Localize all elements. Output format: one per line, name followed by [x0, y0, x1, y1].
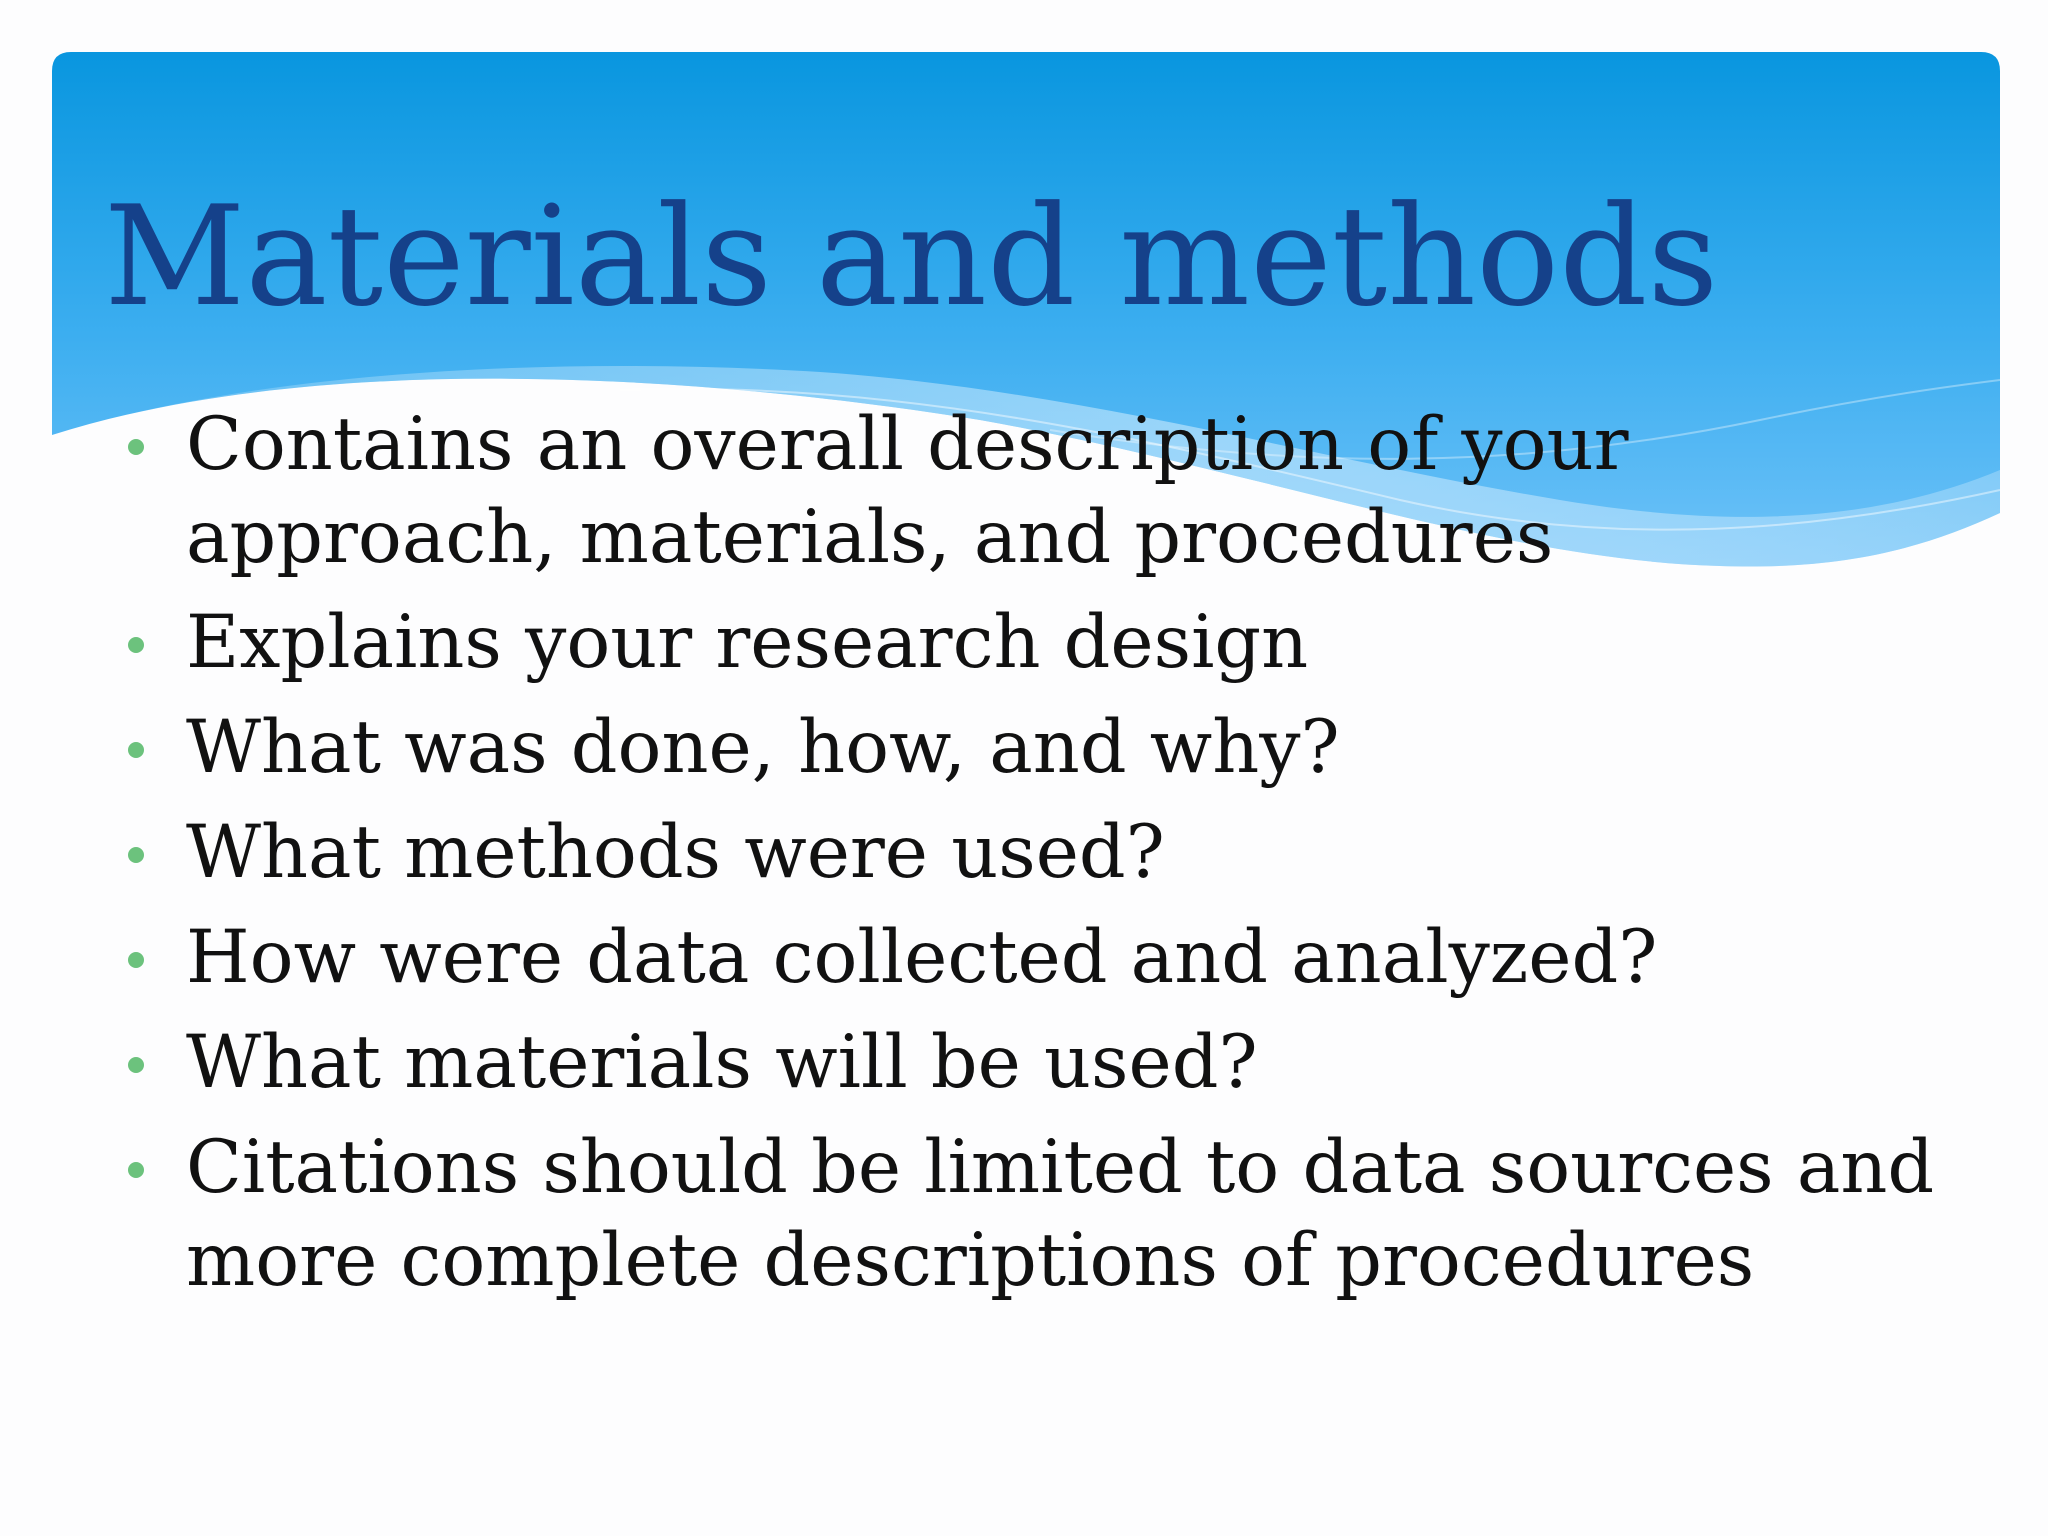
bullet-text: Contains an overall description of your approach, materials, and procedures — [186, 402, 1629, 580]
bullet-item — [118, 911, 2008, 1004]
bullet-dot-icon — [128, 637, 144, 653]
bullet-item — [118, 398, 2008, 584]
slide-title: Materials and methods — [104, 176, 1719, 337]
bullet-dot-icon — [128, 439, 144, 455]
bullet-text: What was done, how, and why? — [186, 705, 1340, 790]
bullet-dot-icon — [128, 1162, 144, 1178]
bullet-text: Citations should be limited to data sources and more complete descriptions of procedures — [186, 1125, 1935, 1303]
bullet-item — [118, 701, 2008, 794]
bullet-item — [118, 1121, 2008, 1307]
bullet-dot-icon — [128, 742, 144, 758]
bullet-text: What methods were used? — [186, 810, 1165, 895]
bullet-text: What materials will be used? — [186, 1020, 1258, 1105]
bullet-item — [118, 1016, 2008, 1109]
bullet-dot-icon — [128, 1057, 144, 1073]
bullet-item — [118, 596, 2008, 689]
bullet-item — [118, 806, 2008, 899]
bullet-dot-icon — [128, 847, 144, 863]
bullet-list — [118, 398, 2008, 1319]
bullet-dot-icon — [128, 952, 144, 968]
bullet-text: How were data collected and analyzed? — [186, 915, 1658, 1000]
bullet-text: Explains your research design — [186, 600, 1309, 685]
